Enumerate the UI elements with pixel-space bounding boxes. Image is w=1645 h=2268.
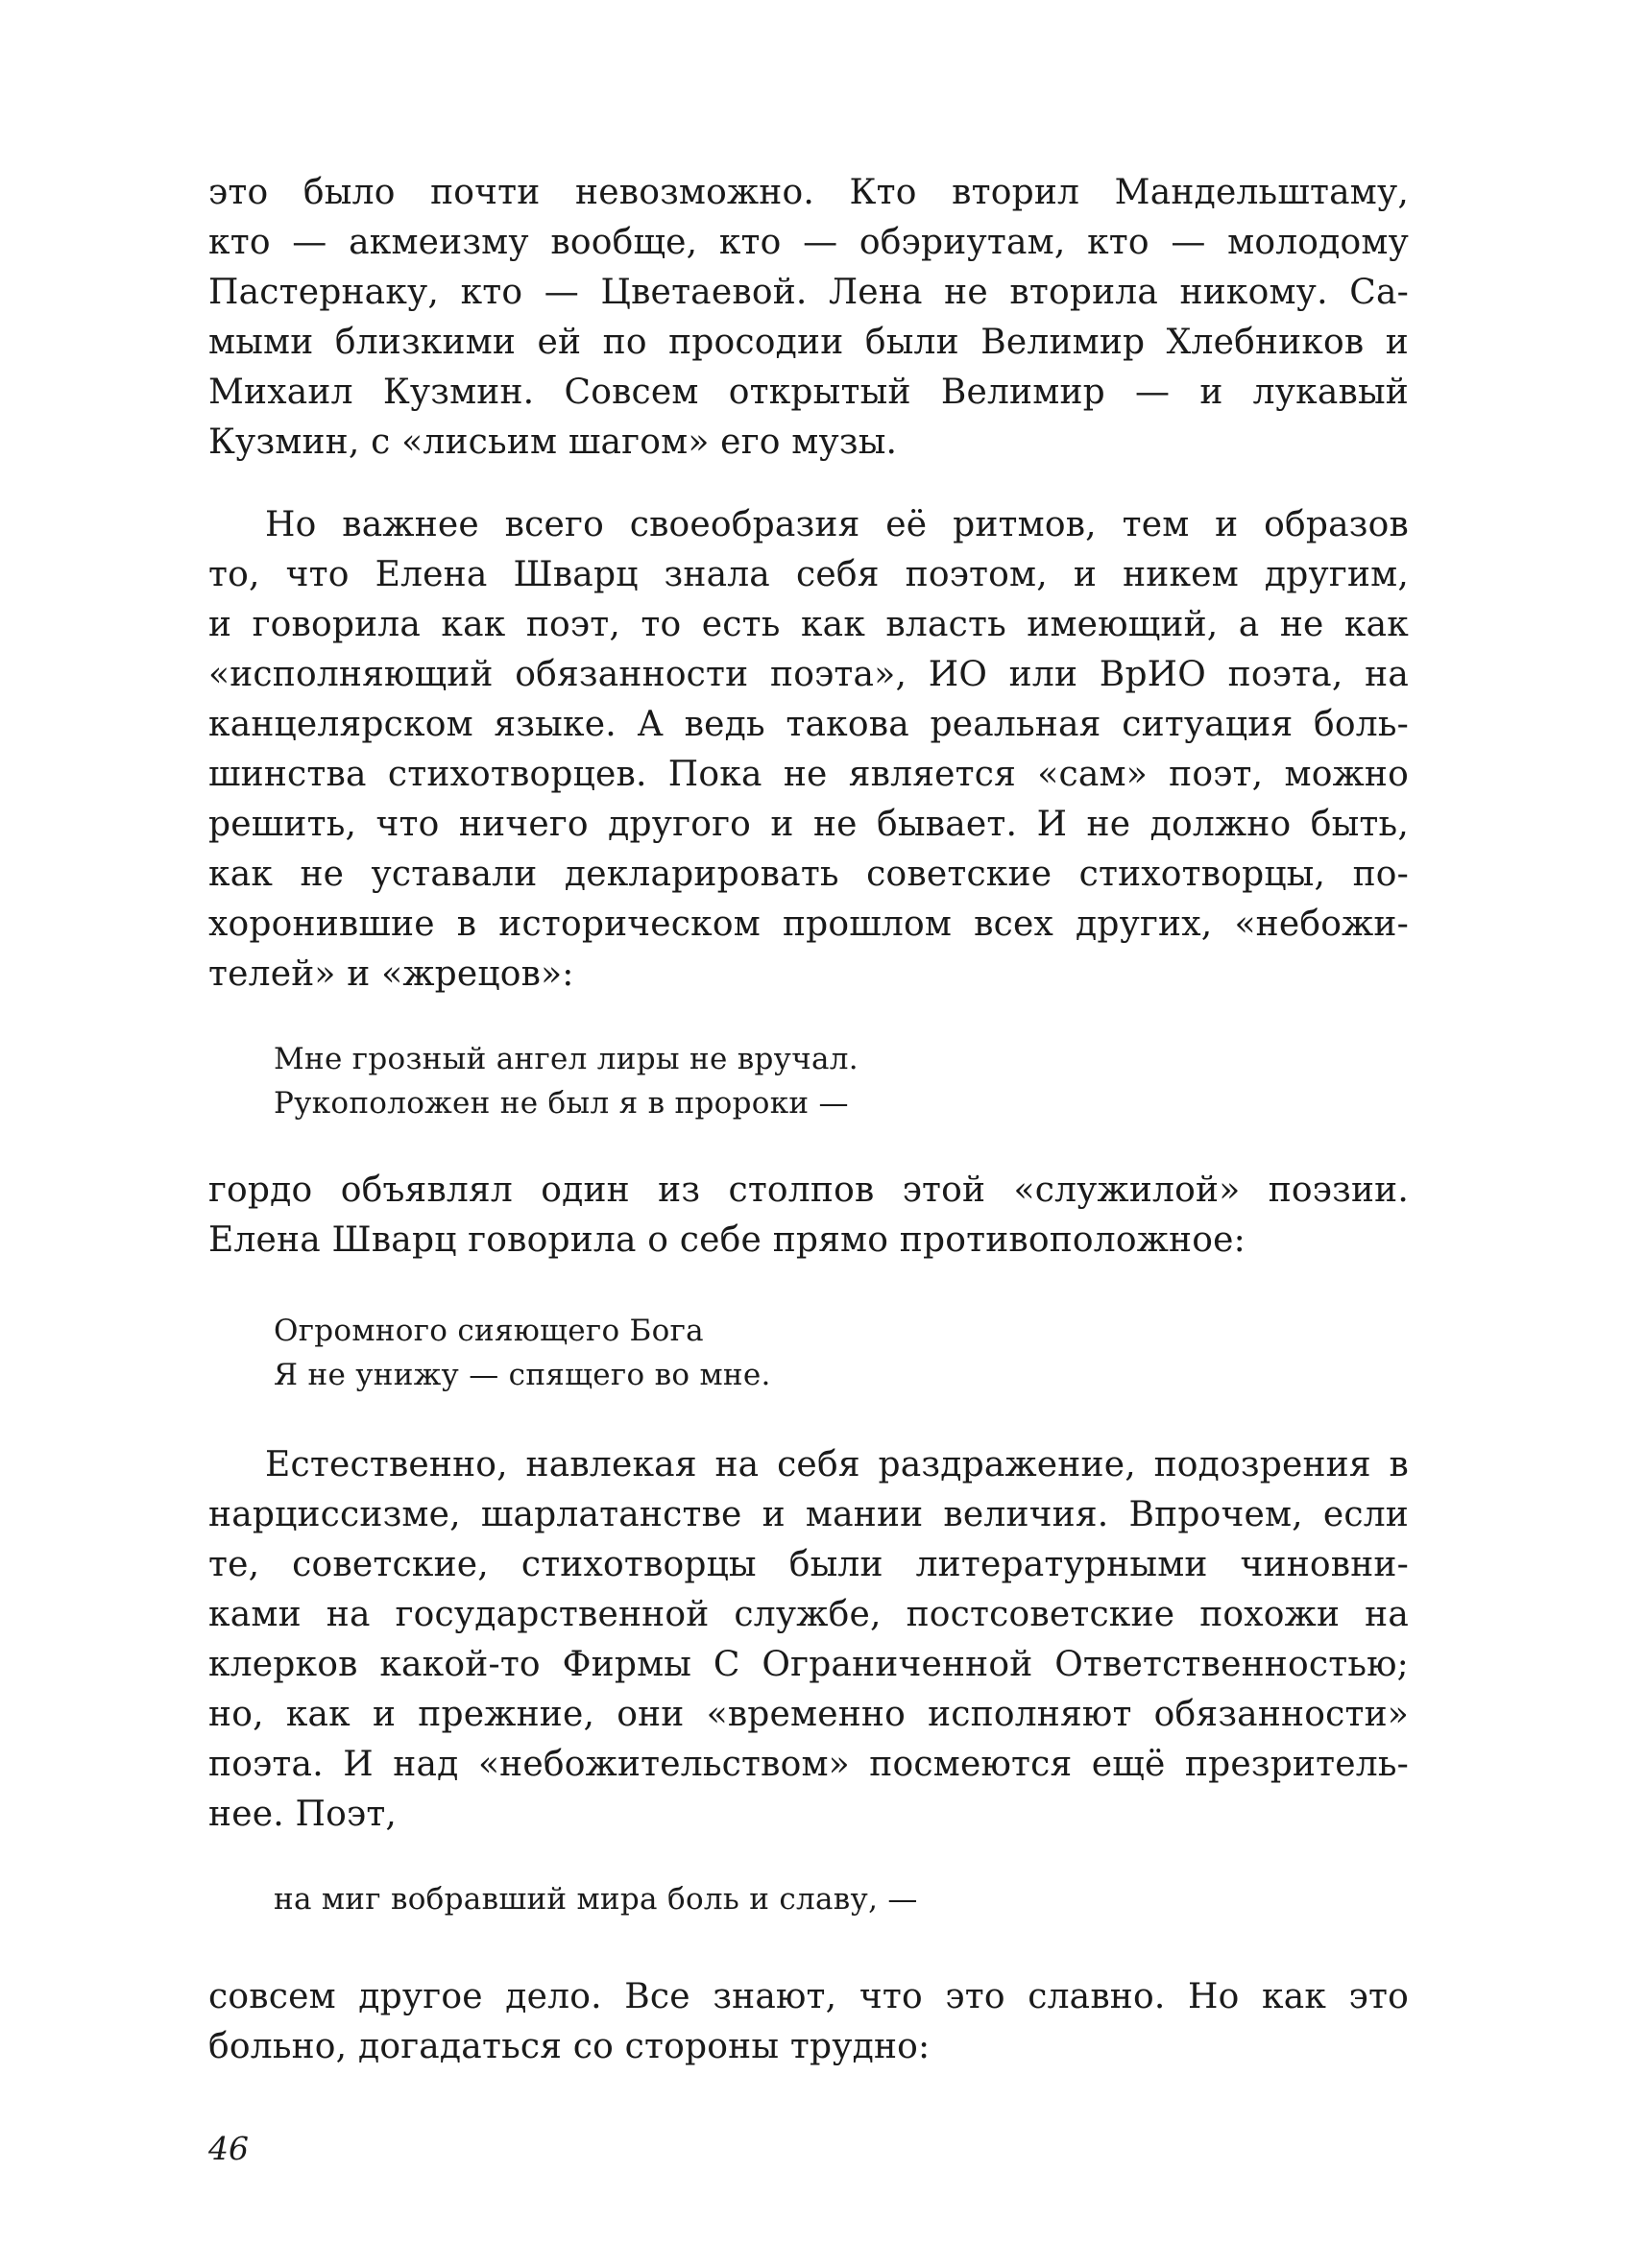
paragraph-line: кто — акмеизму вообще, кто — обэриутам, кто — молодому: [208, 223, 1409, 262]
paragraph-line: гордо объявлял один из столпов этой «служилой» поэзии.: [208, 1170, 1409, 1210]
paragraph-line: как не уставали декларировать советские стихотворцы, по-: [208, 855, 1409, 894]
paragraph-line: совсем другое дело. Все знают, что это славно. Но как это: [208, 1977, 1409, 2016]
paragraph-line: решить, что ничего другого и не бывает. И не должно быть,: [208, 805, 1409, 844]
verse-line: Огромного сияющего Бога: [274, 1314, 704, 1348]
verse-quote-3: [274, 1877, 918, 1921]
paragraph-line: Естественно, навлекая на себя раздражение, подозрения в: [265, 1445, 1409, 1484]
paragraph-line: это было почти невозможно. Кто вторил Мандельштаму,: [208, 173, 1409, 212]
verse-line: Мне грозный ангел лиры не вручал.: [274, 1042, 859, 1076]
verse-line: на миг вобравший мира боль и славу, —: [274, 1882, 918, 1917]
paragraph-line: ками на государственной службе, постсоветские похожи на: [208, 1595, 1409, 1634]
paragraph-line: поэта. И над «небожительством» посмеются ещё презритель-: [208, 1745, 1409, 1784]
verse-quote-1: [274, 1037, 859, 1125]
paragraph-line: те, советские, стихотворцы были литературными чиновни-: [208, 1545, 1409, 1584]
paragraph-line: нее. Поэт,: [208, 1795, 398, 1834]
paragraph-3: [208, 1166, 1409, 1266]
paragraph-line: хоронившие в историческом прошлом всех других, «небожи-: [208, 905, 1409, 944]
verse-quote-2: [274, 1309, 771, 1397]
paragraph-line: мыми близкими ей по просодии были Велимир Хлебников и: [208, 323, 1409, 362]
paragraph-line: нарциссизме, шарлатанстве и мании величия. Впрочем, если: [208, 1495, 1409, 1534]
paragraph-line: шинства стихотворцев. Пока не является «сам» поэт, можно: [208, 755, 1409, 794]
verse-line: Я не унижу — спящего во мне.: [274, 1358, 771, 1392]
paragraph-line: то, что Елена Шварц знала себя поэтом, и никем другим,: [208, 555, 1409, 594]
paragraph-line: Пастернаку, кто — Цветаевой. Лена не вторила никому. Са-: [208, 273, 1409, 312]
paragraph-4: [208, 1440, 1409, 1840]
paragraph-line: клерков какой-то Фирмы С Ограниченной Ответственностью;: [208, 1645, 1409, 1684]
verse-line: Рукоположен не был я в пророки —: [274, 1086, 849, 1121]
paragraph-line: но, как и прежние, они «временно исполняют обязанности»: [208, 1695, 1409, 1734]
paragraph-line: канцелярском языке. А ведь такова реальная ситуация боль-: [208, 705, 1409, 744]
paragraph-line: телей» и «жрецов»:: [208, 954, 574, 994]
paragraph-line: больно, догадаться со стороны трудно:: [208, 2027, 931, 2066]
paragraph-line: Михаил Кузмин. Совсем открытый Велимир — и лукавый: [208, 373, 1409, 412]
paragraph-5: [208, 1972, 1409, 2072]
paragraph-line: «исполняющий обязанности поэта», ИО или ВрИО поэта, на: [208, 655, 1409, 694]
paragraph-2: [208, 500, 1409, 1000]
paragraph-line: Елена Шварц говорила о себе прямо противоположное:: [208, 1220, 1246, 1260]
paragraph-1: [208, 168, 1409, 468]
page-number: 46: [208, 2130, 249, 2167]
paragraph-line: Кузмин, с «лисьим шагом» его музы.: [208, 422, 898, 462]
paragraph-line: Но важнее всего своеобразия её ритмов, тем и образов: [265, 505, 1409, 544]
paragraph-line: и говорила как поэт, то есть как власть имеющий, а не как: [208, 605, 1409, 644]
